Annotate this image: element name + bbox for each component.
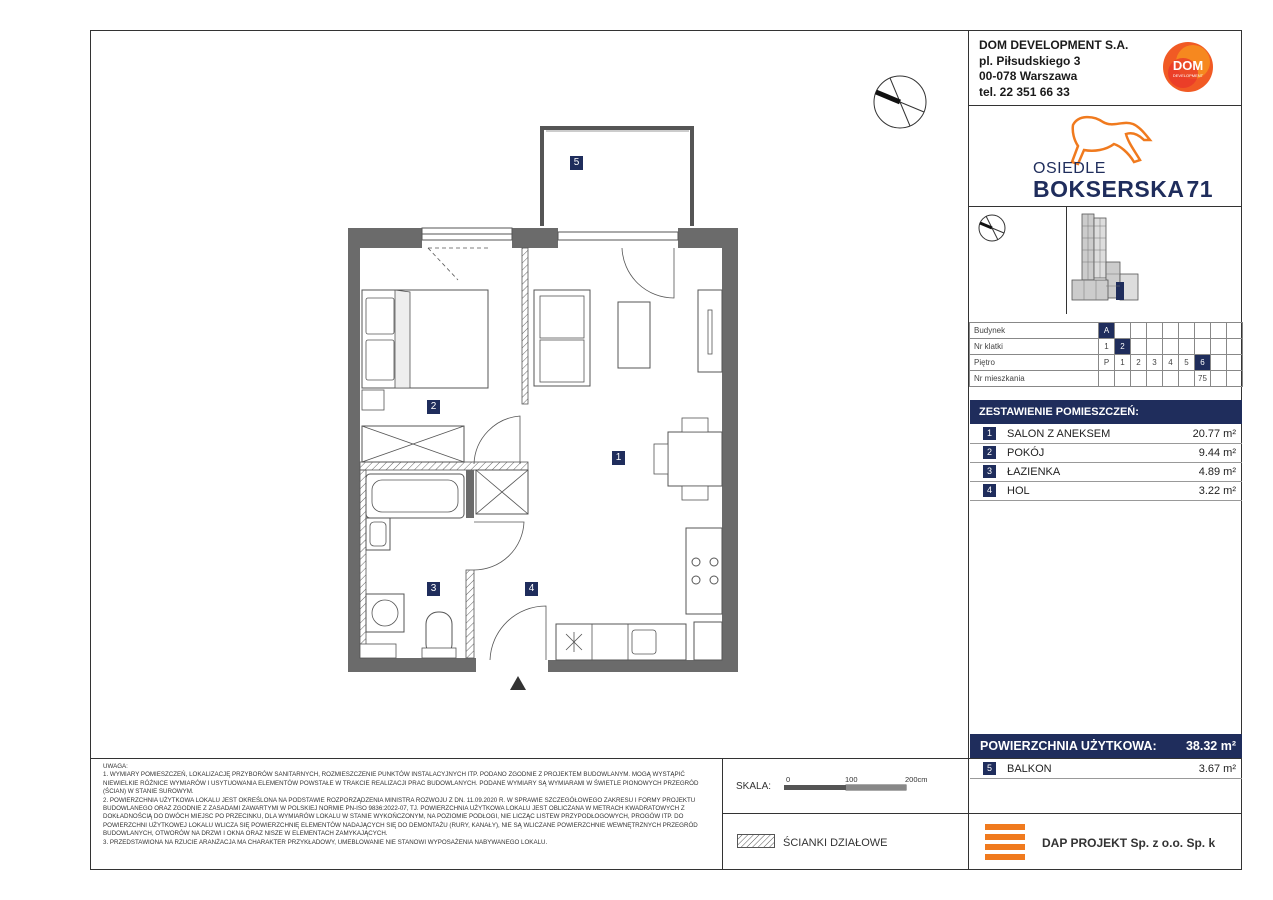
company-block [979,38,1128,100]
info-grid-cell [1147,371,1163,387]
company-name: DOM DEVELOPMENT S.A. [979,38,1129,52]
dap-projekt-logo [985,824,1027,860]
divider-vertical-main [968,30,969,870]
info-grid-cell [1211,339,1227,355]
note-3: 3. PRZEDSTAWIONA NA RZUCIE ARANŻACJA MA CHARAKTER PRZYKŁADOWY, UMEBLOWANIE NIE STANOWI WYPOSAŻENIA NABYWANEGO LOKALU. [103,838,548,846]
partition-wall-legend-icon [737,834,775,848]
info-grid-row [970,339,1243,355]
divider-designer [969,813,1242,814]
balcony-name: BALKON [1007,763,1052,775]
room-area: 9.44 m² [1198,447,1236,459]
divider-legend [722,813,969,814]
note-1: 1. WYMIARY POMIESZCZEŃ, LOKALIZACJĘ PRZYBORÓW SANITARNYCH, ROZMIESZCZENIE PUNKTÓW INSTALACYJNYCH ITP. PODANO ZGODNIE Z PROJEKTEM BUDOWLANYM. MOGĄ WYSTĄPIĆ NIEWIELKIE RÓŻNICE WYMIARÓW I USYTUOWANIA ELEMENTÓW POWSTAŁE W TRAKCIE REALIZACJI PRAC BUDOWLANYCH. PODANE WYMIARY SĄ WYMIARAMI W ŚWIETLE PIONOWYCH PRZEGRÓD (ŚCIAN) W STANIE SUROWYM. [103,771,699,796]
info-grid-row [970,371,1243,387]
project-number: 71 [1186,176,1214,202]
info-grid-cell: 2 [1131,355,1147,371]
divider-bottom-band [90,758,1242,759]
compass-north-icon [870,72,930,132]
info-grid-cell [1115,323,1131,339]
info-grid-cell [1147,339,1163,355]
info-grid-cell [1179,371,1195,387]
notes-block [103,763,717,847]
logo-text: DOM [1172,58,1204,73]
info-grid-cell [1179,339,1195,355]
project-name-line1: OSIEDLE [1033,160,1106,177]
info-grid-cell [1163,323,1179,339]
info-grid-cell [1115,371,1131,387]
rooms-header: ZESTAWIENIE POMIESZCZEŃ: [970,400,1242,424]
balcony-row [970,760,1242,779]
info-grid-cell [1227,323,1243,339]
project-name-line2 [1033,176,1213,203]
scale-tick-0: 0 [786,775,791,784]
company-city: 00-078 Warszawa [979,69,1078,83]
balcony-area: 3.67 m² [1198,763,1236,775]
scale-tick-200: 200cm [905,775,928,784]
compass-small-icon [976,212,1008,244]
info-grid-cell [1227,371,1243,387]
room-name: ŁAZIENKA [1007,466,1061,478]
info-grid-cell: 1 [1115,355,1131,371]
divider-vertical-bottom [722,758,723,870]
total-area-label: POWIERZCHNIA UŻYTKOWA: [980,739,1157,753]
info-grid-row [970,355,1243,371]
info-grid-cell [1131,371,1147,387]
room-num: 4 [983,484,996,497]
room-num: 2 [983,446,996,459]
unit-info-grid [969,322,1243,387]
info-grid-cell [1179,323,1195,339]
total-area-value: 38.32 m² [1185,739,1236,753]
info-grid-cell [1227,339,1243,355]
info-grid-cell [1147,323,1163,339]
plan-label-living: 1 [612,451,625,465]
company-phone: tel. 22 351 66 33 [979,84,1070,99]
room-row [970,425,1242,444]
scale-tick-100: 100 [845,775,858,784]
note-2: 2. POWIERZCHNIA UŻYTKOWA LOKALU JEST OKREŚLONA NA PODSTAWIE ROZPORZĄDZENIA MINISTRA ROZWOJU Z DN. 11.09.2020 R. W SPRAWIE SZCZEGÓŁOWEGO ZAKRESU I FORMY PROJEKTU BUDOWLANEGO ORAZ ZGODNIE Z ZASADAMI ZAWARTYMI W POLSKIEJ NORMIE PN-ISO 9836:2022-07, TJ. POWIERZCHNIA UŻYTKOWA LOKALU JEST OBLICZANA W METRACH KWADRATOWYCH Z DOKŁADNOŚCIĄ DO DWÓCH MIEJSC PO PRZECINKU, DLA WYMIARÓW LOKALU W STANIE WYKOŃCZONYM, NA POZIOMIE PODŁOGI, NIE LICZĄC LISTEW PRZYPODŁOGOWYCH, PROGÓW ITP. DO POWIERZCHNI UŻYTKOWEJ LOKALU WLICZA SIĘ POWIERZCHNIĘ ELEMENTÓW NADAJĄCYCH SIĘ DO DEMONTAŻU (RURY, KANAŁY), NIE SĄ WLICZANE POWIERZCHNIE WEWNĘTRZNYCH PRZEGRÓD BUDOWLANYCH, OTWORÓW NA DRZWI I OKNA ORAZ NISZE W ELEMENTACH ZAMYKAJĄCYCH. [103,796,698,838]
plan-label-bathroom: 3 [427,582,440,596]
info-grid-cell [1195,323,1211,339]
room-area: 4.89 m² [1198,466,1236,478]
info-grid-cell [1131,339,1147,355]
plan-label-balcony: 5 [570,156,583,170]
info-grid-cell [1131,323,1147,339]
room-name: HOL [1007,485,1030,497]
info-grid-label: Piętro [970,355,1099,371]
info-grid-label: Nr mieszkania [970,371,1099,387]
room-row [970,463,1242,482]
info-grid-cell [1099,371,1115,387]
info-grid-cell: A [1099,323,1115,339]
designer-name: DAP PROJEKT Sp. z o.o. Sp. k [1042,836,1216,850]
notes-title: UWAGA: [103,763,128,770]
info-grid-row [970,323,1243,339]
total-area-bar [970,734,1242,758]
project-street: BOKSERSKA [1033,176,1185,202]
key-plan-building [1068,210,1144,304]
info-grid-cell [1211,371,1227,387]
info-grid-label: Budynek [970,323,1099,339]
logo-subtext: DEVELOPMENT [1172,73,1204,78]
room-name: SALON Z ANEKSEM [1007,428,1111,440]
info-grid-cell: 3 [1147,355,1163,371]
room-area: 3.22 m² [1198,485,1236,497]
divider-keyplan [1066,206,1067,314]
info-grid-cell: 1 [1099,339,1115,355]
room-area: 20.77 m² [1192,428,1236,440]
room-num: 1 [983,427,996,440]
company-address: pl. Piłsudskiego 3 [979,53,1081,68]
info-grid-cell [1211,355,1227,371]
info-grid-cell [1227,355,1243,371]
info-grid-cell: 4 [1163,355,1179,371]
plan-label-bedroom: 2 [427,400,440,414]
info-grid-cell [1195,339,1211,355]
legend-text: ŚCIANKI DZIAŁOWE [783,837,888,849]
divider-header [969,105,1242,106]
info-grid-cell: 75 [1195,371,1211,387]
dom-development-logo [1157,40,1219,94]
room-row [970,482,1242,501]
info-grid-cell [1211,323,1227,339]
floor-plan [340,120,760,700]
info-grid-cell [1163,371,1179,387]
info-grid-cell: 2 [1115,339,1131,355]
room-row [970,444,1242,463]
info-grid-cell: P [1099,355,1115,371]
room-name: POKÓJ [1007,447,1045,459]
scale-bar [784,784,908,792]
scale-label: SKALA: [736,781,772,792]
divider-project [969,206,1242,207]
plan-label-hall: 4 [525,582,538,596]
info-grid-cell [1163,339,1179,355]
info-grid-cell: 5 [1179,355,1195,371]
balcony-num: 5 [983,762,996,775]
info-grid-label: Nr klatki [970,339,1099,355]
room-num: 3 [983,465,996,478]
info-grid-cell: 6 [1195,355,1211,371]
